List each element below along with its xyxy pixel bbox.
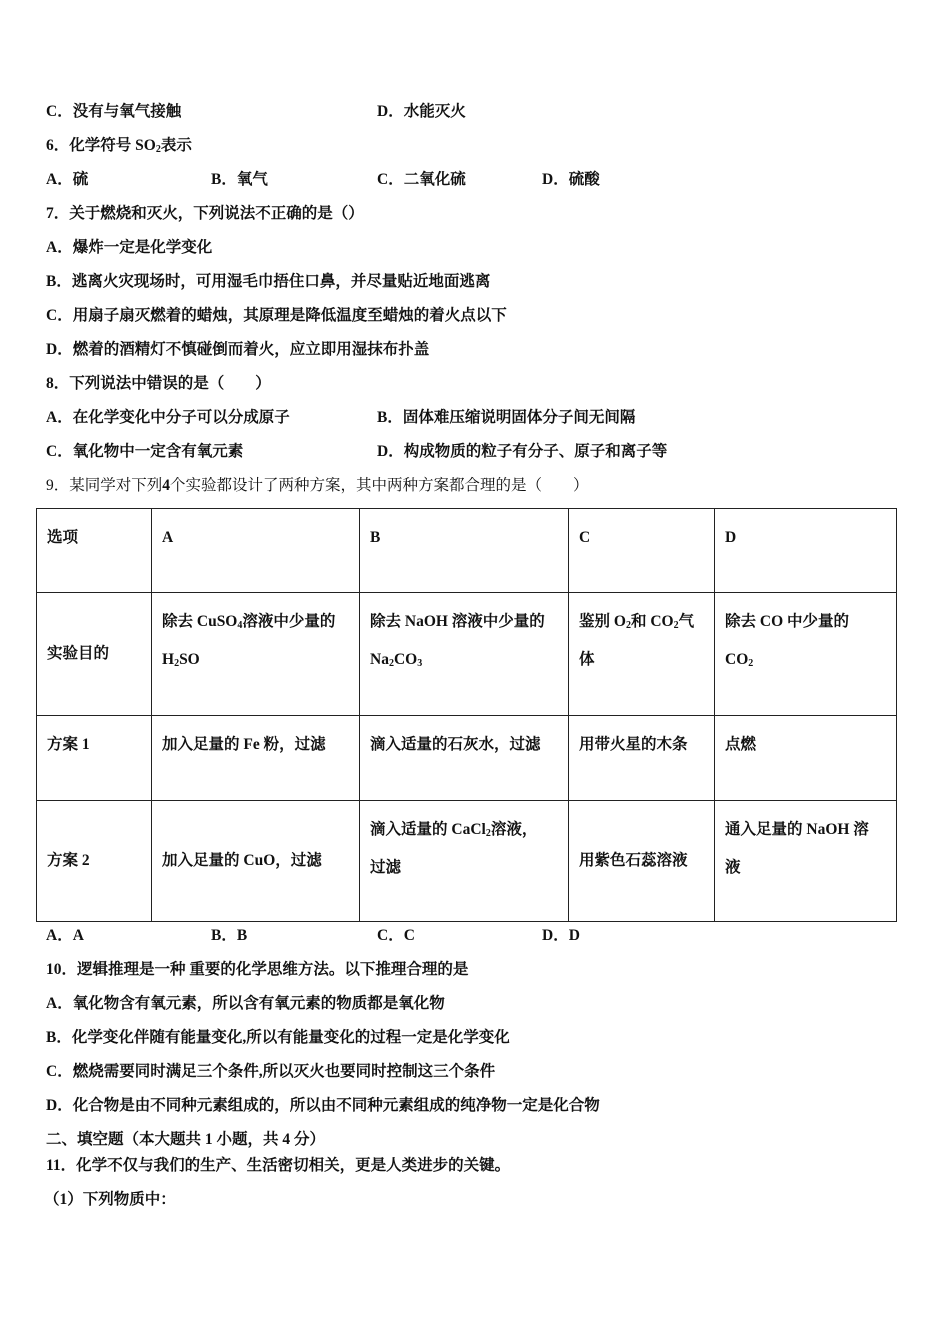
q8-option-c: C．氧化物中一定含有氧元素 (46, 443, 244, 460)
q10-option-a: A．氧化物含有氧元素，所以含有氧元素的物质都是氧化物 (46, 995, 445, 1012)
q10-option-b: B．化学变化伴随有能量变化,所以有能量变化的过程一定是化学变化 (46, 1029, 510, 1046)
q9-option-c: C．C (377, 927, 415, 944)
purpose-cell-b: 除去 NaOH 溶液中少量的 $Na_2CO_3$ (360, 593, 569, 716)
q9-option-b: B．B (211, 927, 248, 944)
q6-option-b: B．氧气 (211, 171, 268, 188)
q7-option-c: C．用扇子扇灭燃着的蜡烛，其原理是降低温度至蜡烛的着火点以下 (46, 307, 507, 324)
experiment-table (36, 508, 897, 922)
q10-option-d: D．化合物是由不同种元素组成的，所以由不同种元素组成的纯净物一定是化合物 (46, 1097, 600, 1114)
q8-option-d: D．构成物质的粒子有分子、原子和离子等 (377, 443, 668, 460)
q9-option-a: A．A (46, 927, 84, 944)
q7-option-a: A．爆炸一定是化学变化 (46, 239, 213, 256)
q9-option-d: D．D (542, 927, 580, 944)
q8-option-b: B．固体难压缩说明固体分子间无间隔 (377, 409, 636, 426)
q9-stem: 9．某同学对下列4个实验都设计了两种方案，其中两种方案都合理的是（ ） (46, 477, 589, 494)
plan2-cell-d: 通入足量的 NaOH 溶 液 (715, 801, 897, 922)
q5-option-c: C．没有与氧气接触 (46, 103, 182, 120)
q11-sub1: （1）下列物质中： (44, 1191, 176, 1208)
table-row-plan2 (37, 801, 897, 922)
q10-stem: 10．逻辑推理是一种 重要的化学思维方法。以下推理合理的是 (46, 961, 469, 978)
plan1-cell-d: 点燃 (715, 716, 897, 801)
q6-stem: 6．化学符号 $SO_2$表示 (46, 137, 192, 155)
header-cell-b: B (360, 509, 569, 593)
purpose-label: 实验目的 (37, 593, 152, 716)
plan2-cell-a: 加入足量的 CuO，过滤 (152, 801, 360, 922)
header-cell-option: 选项 (37, 509, 152, 593)
q5-option-d: D．水能灭火 (377, 103, 466, 120)
q8-stem: 8．下列说法中错误的是（ ） (46, 375, 271, 392)
header-cell-a: A (152, 509, 360, 593)
section-title: 二、填空题（本大题共 1 小题，共 4 分） (46, 1131, 326, 1148)
header-cell-d: D (715, 509, 897, 593)
purpose-cell-a: 除去 CuSO$_4$溶液中少量的 $H_2SO$ (152, 593, 360, 716)
q6-option-a: A．硫 (46, 171, 89, 188)
q11-stem: 11．化学不仅与我们的生产、生活密切相关，更是人类进步的关键。 (46, 1157, 511, 1174)
plan1-cell-c: 用带火星的木条 (569, 716, 715, 801)
purpose-cell-d: 除去 CO 中少量的 $CO_2$ (715, 593, 897, 716)
plan2-cell-c: 用紫色石蕊溶液 (569, 801, 715, 922)
table-row-purpose (37, 593, 897, 716)
q6-option-d: D．硫酸 (542, 171, 600, 188)
q7-option-d: D．燃着的酒精灯不慎碰倒而着火，应立即用湿抹布扑盖 (46, 341, 430, 358)
header-cell-c: C (569, 509, 715, 593)
table-row-plan1 (37, 716, 897, 801)
plan2-cell-b: 滴入适量的 CaCl$_2$溶液， 过滤 (360, 801, 569, 922)
q7-stem: 7．关于燃烧和灭火，下列说法不正确的是（） (46, 205, 364, 222)
plan1-label: 方案 1 (37, 716, 152, 801)
q6-option-c: C．二氧化硫 (377, 171, 466, 188)
purpose-cell-c: 鉴别 $O_2$和 $CO_2$气 体 (569, 593, 715, 716)
plan1-cell-a: 加入足量的 Fe 粉，过滤 (152, 716, 360, 801)
table-header-row (37, 509, 897, 593)
q7-option-b: B．逃离火灾现场时，可用湿毛巾捂住口鼻，并尽量贴近地面逃离 (46, 273, 491, 290)
plan1-cell-b: 滴入适量的石灰水，过滤 (360, 716, 569, 801)
q10-option-c: C．燃烧需要同时满足三个条件,所以灭火也要同时控制这三个条件 (46, 1063, 496, 1080)
plan2-label: 方案 2 (37, 801, 152, 922)
q8-option-a: A．在化学变化中分子可以分成原子 (46, 409, 290, 426)
